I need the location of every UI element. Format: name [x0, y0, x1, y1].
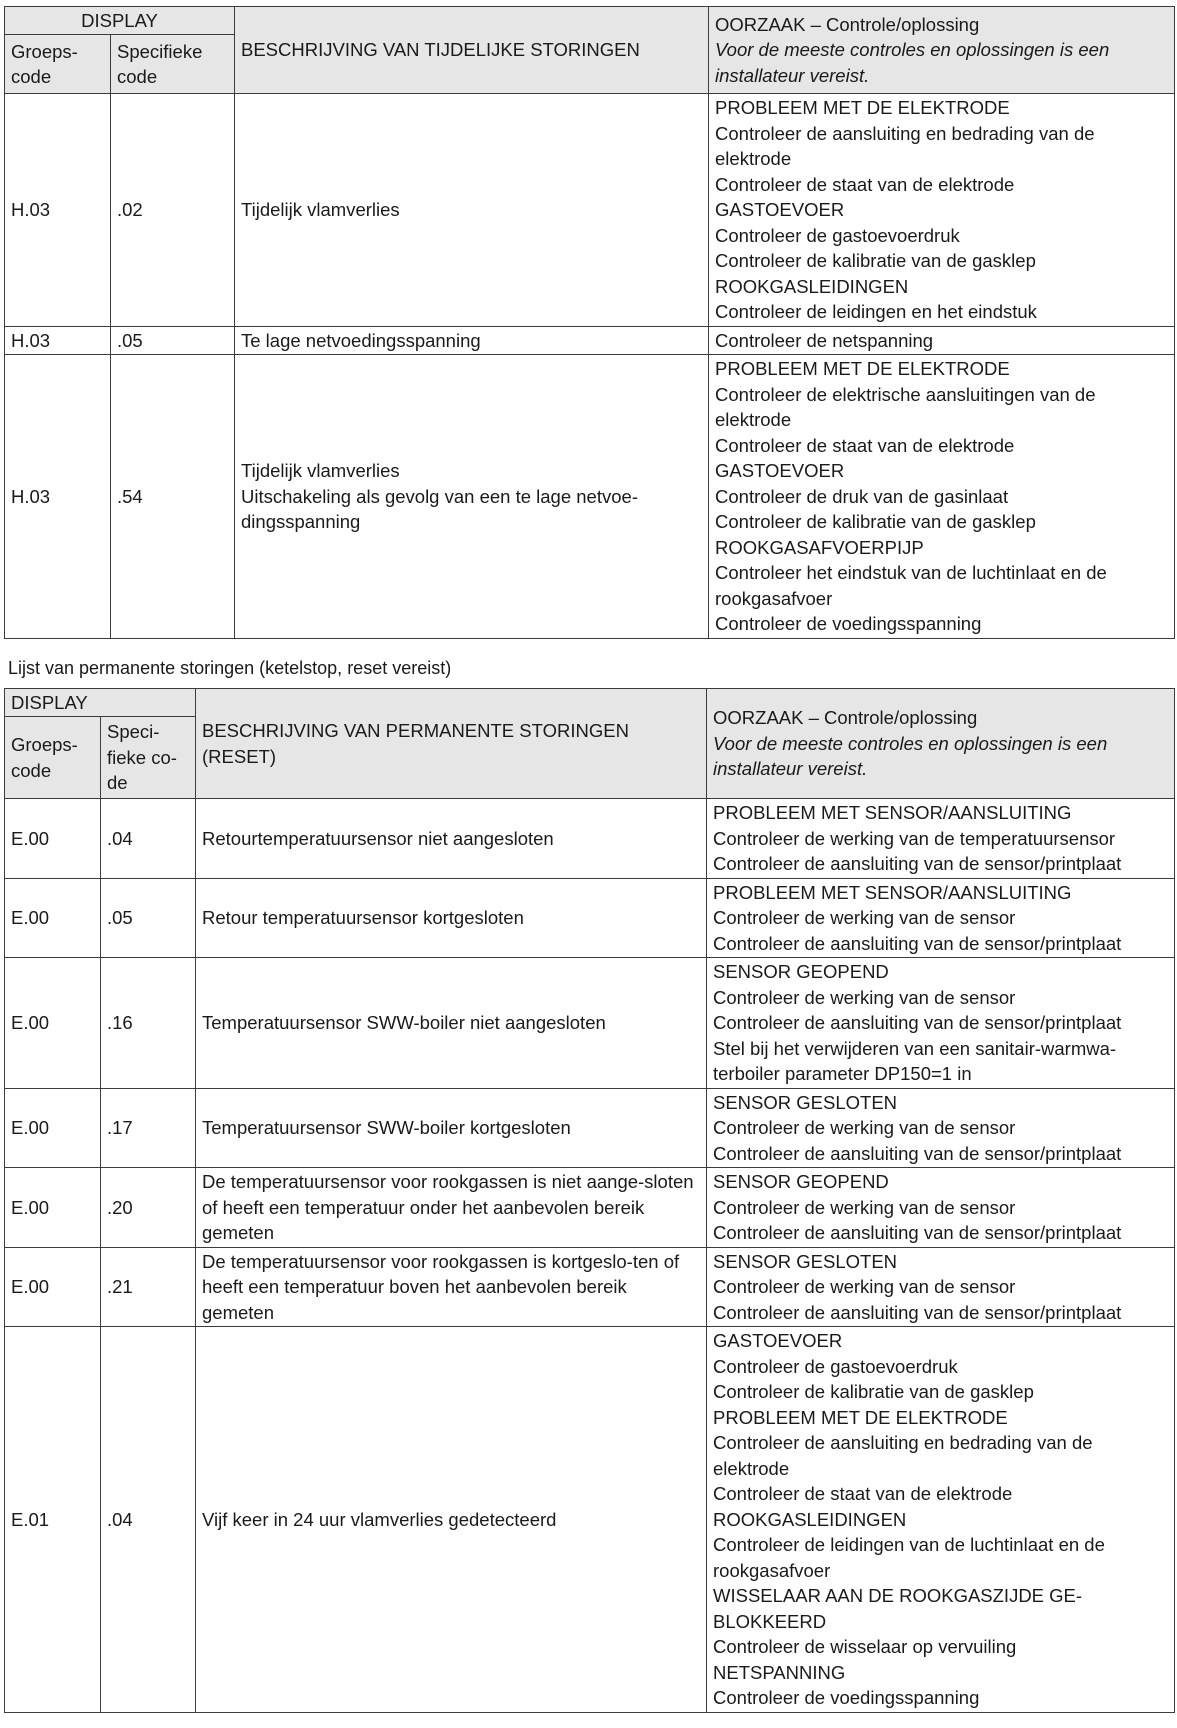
text-line: GASTOEVOER [715, 199, 845, 220]
cause-header-title: OORZAAK – Controle/oplossing [713, 707, 978, 729]
text-line: Controleer de werking van de sensor [713, 1117, 1016, 1138]
cause-cell: Controleer de netspanning [709, 326, 1175, 355]
text-line: SENSOR GESLOTEN [713, 1250, 898, 1272]
display-header: DISPLAY [5, 689, 196, 717]
description-cell: De temperatuursensor voor rookgassen is niet aange-sloten of heeft een temperatuur onder het aanbevolen bereik gemeten [196, 1168, 707, 1248]
text-line: GASTOEVOER [713, 1330, 843, 1351]
text-line: Controleer de aansluiting van de sensor/printplaat [713, 932, 1122, 954]
group-code-cell: E.00 [5, 878, 101, 958]
text-line: Controleer de aansluiting van de sensor/printplaat [713, 1012, 1122, 1033]
cause-cell [707, 1327, 1175, 1713]
text-line: Controleer de kalibratie van de gasklep [715, 511, 1036, 532]
text-line: Controleer de kalibratie van de gasklep [713, 1381, 1034, 1402]
text-line: Controleer de leidingen en het eindstuk [715, 301, 1037, 322]
text-line: SENSOR GEOPEND [713, 1171, 889, 1192]
group-code-cell: E.00 [5, 1088, 101, 1168]
text-line: Controleer de voedingsspanning [715, 613, 982, 634]
table-row [5, 958, 1175, 1089]
description-cell: Tijdelijk vlamverlies [235, 94, 709, 327]
text-line: Controleer de druk van de gasinlaat [715, 485, 1009, 507]
group-code-header: Groeps- code [5, 35, 111, 94]
description-cell: Te lage netvoedingsspanning [235, 326, 709, 355]
cause-header-note: Voor de meeste controles en oplossingen is een installateur vereist. [713, 732, 1108, 780]
group-code-cell: E.01 [5, 1327, 101, 1713]
specific-code-cell: .54 [111, 355, 235, 639]
cause-cell [709, 355, 1175, 639]
text-line: Controleer de werking van de temperatuursensor [713, 827, 1116, 849]
text-line: Controleer het eindstuk van de luchtinlaat en de rookgasafvoer [715, 562, 1107, 609]
text-line: Controleer de werking van de sensor [713, 907, 1016, 928]
specific-code-cell: .02 [111, 94, 235, 327]
text-line: Controleer de aansluiting van de sensor/printplaat [713, 1301, 1122, 1323]
text-line: GASTOEVOER [715, 460, 845, 481]
cause-cell [707, 1088, 1175, 1168]
permanent-faults-caption: Lijst van permanente storingen (ketelstop, reset vereist) [8, 658, 452, 678]
text-line: Controleer de aansluiting en bedrading van de elektrode [713, 1432, 1093, 1479]
text-line: Controleer de gastoevoerdruk [715, 224, 960, 246]
specific-code-cell: .17 [101, 1088, 196, 1168]
group-code-header: Groeps- code [5, 717, 101, 799]
text-line: Controleer de elektrische aansluitingen van de elektrode [715, 383, 1096, 430]
cause-cell [707, 1247, 1175, 1327]
text-line: ROOKGASAFVOERPIJP [715, 536, 924, 558]
cause-header-title: OORZAAK – Controle/oplossing [715, 13, 980, 35]
description-cell: De temperatuursensor voor rookgassen is kortgeslo-ten of heeft een temperatuur boven het aanbevolen bereik gemeten [196, 1247, 707, 1327]
text-line: SENSOR GEOPEND [713, 961, 889, 982]
text-line: ROOKGASLEIDINGEN [713, 1508, 907, 1530]
group-code-cell: E.00 [5, 1247, 101, 1327]
table-row [5, 878, 1175, 958]
specific-code-cell: .04 [101, 799, 196, 879]
description-cell: Temperatuursensor SWW-boiler kortgesloten [196, 1088, 707, 1168]
permanent-faults-body [5, 799, 1175, 1713]
description-cell: Vijf keer in 24 uur vlamverlies gedetecteerd [196, 1327, 707, 1713]
table-row [5, 355, 1175, 639]
temporary-faults-body [5, 94, 1175, 639]
text-line: ROOKGASLEIDINGEN [715, 275, 909, 297]
text-line: Controleer de leidingen van de luchtinlaat en de rookgasafvoer [713, 1534, 1105, 1581]
table-row [5, 94, 1175, 327]
group-code-cell: H.03 [5, 355, 111, 639]
text-line: Controleer de werking van de sensor [713, 1276, 1016, 1297]
text-line: Controleer de aansluiting van de sensor/printplaat [713, 1222, 1122, 1243]
description-header: BESCHRIJVING VAN PERMANENTE STORINGEN (RESET) [196, 689, 707, 799]
table-row [5, 1088, 1175, 1168]
text-line: PROBLEEM MET SENSOR/AANSLUITING [713, 802, 1072, 823]
text-line: Controleer de voedingsspanning [713, 1687, 980, 1708]
text-line: WISSELAAR AAN DE ROOKGASZIJDE GE-BLOKKEERD [713, 1585, 1083, 1632]
specific-code-header: Speci- fieke co- de [101, 717, 196, 799]
group-code-cell: E.00 [5, 1168, 101, 1248]
cause-cell [707, 1168, 1175, 1248]
text-line: Controleer de wisselaar op vervuiling [713, 1636, 1017, 1657]
cause-cell [709, 94, 1175, 327]
group-code-cell: H.03 [5, 326, 111, 355]
cause-header-note: Voor de meeste controles en oplossingen is een installateur vereist. [715, 39, 1110, 86]
text-line: Controleer de kalibratie van de gasklep [715, 250, 1036, 271]
temporary-faults-table [4, 6, 1175, 639]
specific-code-cell: .04 [101, 1327, 196, 1713]
description-cell: Retourtemperatuursensor niet aangesloten [196, 799, 707, 879]
specific-code-cell: .16 [101, 958, 196, 1089]
text-line: Controleer de gastoevoerdruk [713, 1355, 958, 1377]
cause-cell [707, 799, 1175, 879]
text-line: Controleer de werking van de sensor [713, 986, 1016, 1008]
text-line: Controleer de staat van de elektrode [713, 1483, 1013, 1504]
table-row [5, 1168, 1175, 1248]
description-cell: Retour temperatuursensor kortgesloten [196, 878, 707, 958]
table-row [5, 799, 1175, 879]
cause-cell [707, 958, 1175, 1089]
text-line: Tijdelijk vlamverlies [241, 460, 400, 481]
text-line: PROBLEEM MET SENSOR/AANSLUITING [713, 881, 1072, 903]
text-line: Controleer de staat van de elektrode [715, 434, 1015, 456]
text-line: Controleer de aansluiting van de sensor/printplaat [713, 1142, 1122, 1164]
cause-cell [707, 878, 1175, 958]
text-line: PROBLEEM MET DE ELEKTRODE [713, 1406, 1008, 1428]
text-line: Controleer de staat van de elektrode [715, 173, 1015, 195]
cause-header [709, 7, 1175, 94]
specific-code-header: Specifieke code [111, 35, 235, 94]
table-row [5, 1247, 1175, 1327]
description-cell: Temperatuursensor SWW-boiler niet aangesloten [196, 958, 707, 1089]
text-line: Controleer de werking van de sensor [713, 1196, 1016, 1218]
text-line: Controleer de aansluiting van de sensor/printplaat [713, 853, 1122, 874]
specific-code-cell: .21 [101, 1247, 196, 1327]
description-header: BESCHRIJVING VAN TIJDELIJKE STORINGEN [235, 7, 709, 94]
specific-code-cell: .05 [111, 326, 235, 355]
text-line: Controleer de aansluiting en bedrading van de elektrode [715, 122, 1095, 169]
specific-code-cell: .05 [101, 878, 196, 958]
table-row [5, 326, 1175, 355]
group-code-cell: E.00 [5, 799, 101, 879]
group-code-cell: H.03 [5, 94, 111, 327]
table-row [5, 1327, 1175, 1713]
description-cell [235, 355, 709, 639]
permanent-faults-table [4, 688, 1175, 1713]
text-line: PROBLEEM MET DE ELEKTRODE [715, 97, 1010, 118]
text-line: NETSPANNING [713, 1661, 846, 1683]
specific-code-cell: .20 [101, 1168, 196, 1248]
text-line: PROBLEEM MET DE ELEKTRODE [715, 358, 1010, 379]
group-code-cell: E.00 [5, 958, 101, 1089]
text-line: Stel bij het verwijderen van een sanitair-warmwa-terboiler parameter DP150=1 in [713, 1037, 1117, 1084]
display-header: DISPLAY [5, 7, 235, 35]
text-line: SENSOR GESLOTEN [713, 1091, 898, 1113]
cause-header [707, 689, 1175, 799]
text-line: Uitschakeling als gevolg van een te lage netvoe-dingsspanning [241, 485, 638, 532]
